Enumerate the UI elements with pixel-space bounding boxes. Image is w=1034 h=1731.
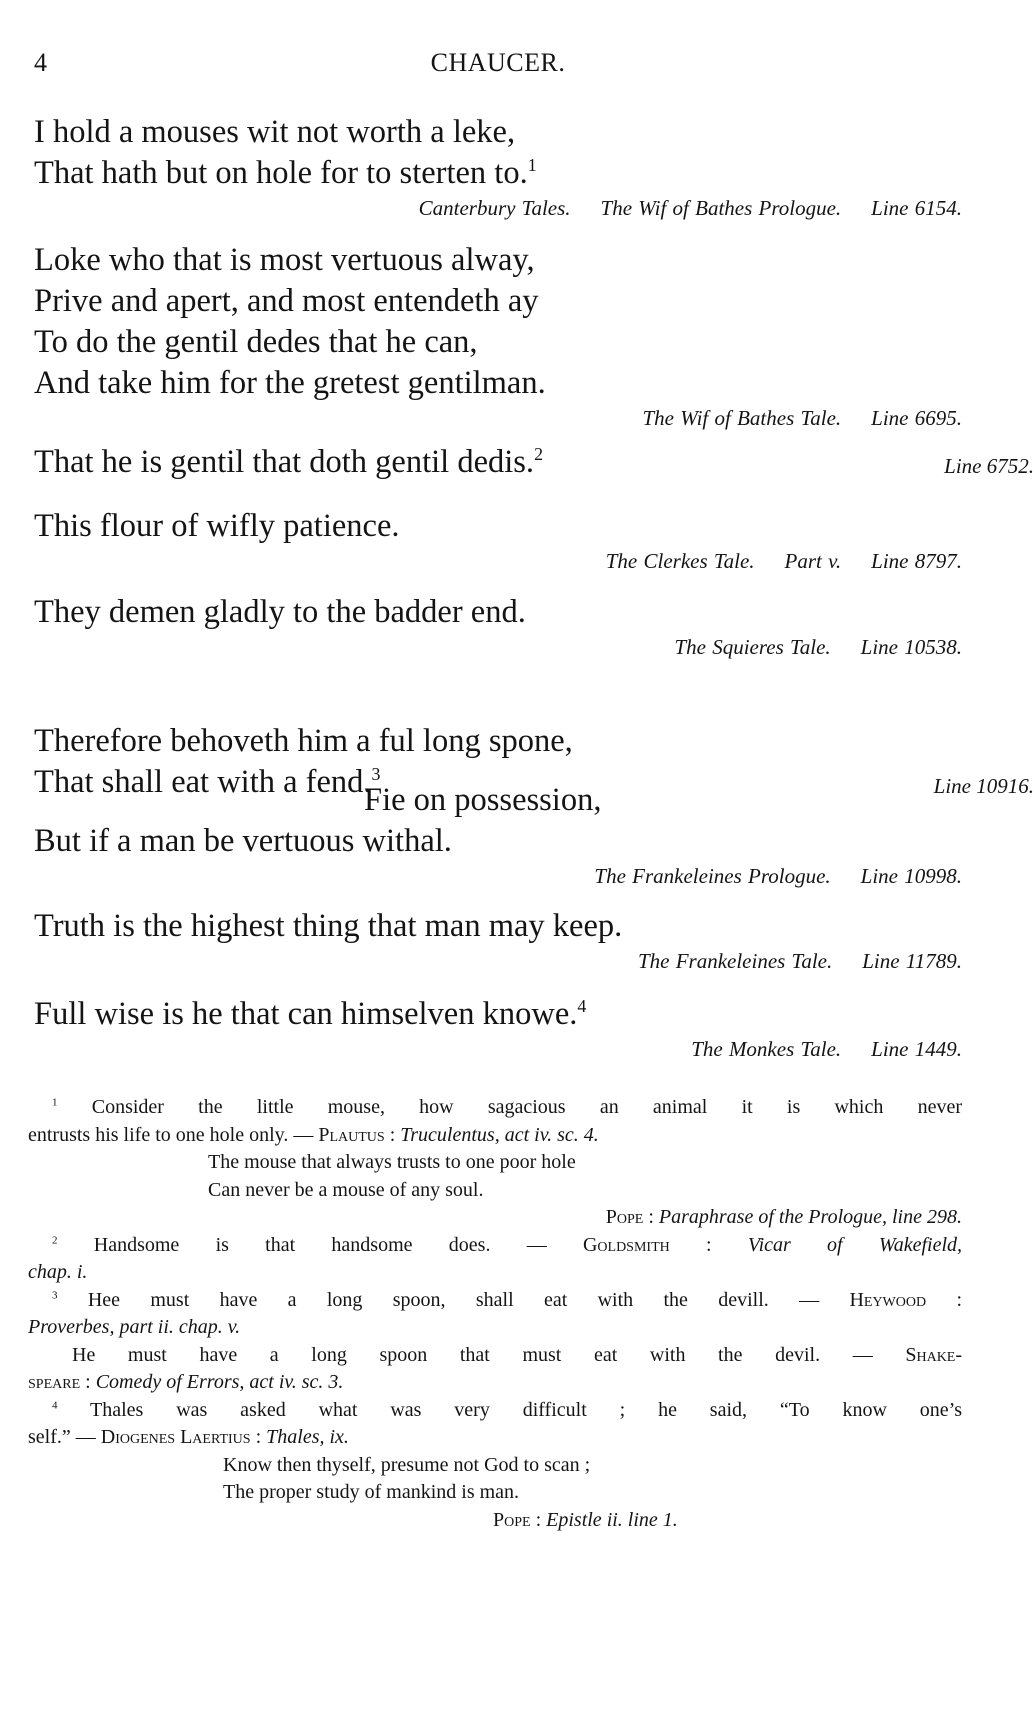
footnote-4: $^4$ Thales was asked what was very difficult ; he said, “To know one’s [52,1398,962,1421]
citation: Line 6752. [944,454,1034,478]
verse-line: But if a man be vertuous withal. [34,823,452,859]
footnote-3-line: speare : Comedy of Errors, act iv. sc. 3. [28,1371,344,1393]
verse-line: Fie on possession, [364,782,602,818]
quote-block [34,780,962,890]
footnote-3-line: Proverbes, part ii. chap. v. [28,1316,241,1338]
footnotes [28,1094,962,1534]
verse-line: Loke who that is most vertuous alway, [34,242,535,278]
citation: The Clerkes Tale. Part v. Line 8797. [605,549,962,573]
citation: Canterbury Tales. The Wif of Bathes Prologue. Line 6154. [418,196,962,220]
footnote-3: $^3$ Hee must have a long spoon, shall eat with the devill. — Heywood : [52,1288,962,1311]
quote-block [34,592,962,661]
citation: The Frankeleines Tale. Line 11789. [637,949,962,973]
verse [34,112,962,194]
footnote-attribution: Pope : Paraphrase of the Prologue, line 298. [605,1206,962,1228]
verse-line: This flour of wifly patience. [34,508,400,544]
page-number: 4 [34,48,47,77]
verse-line: To do the gentil dedes that he can, [34,324,478,360]
footnote-poem-line: Can never be a mouse of any soul. [208,1178,484,1201]
verse [34,240,962,404]
verse-line: I hold a mouses wit not worth a leke, [34,114,516,150]
quote-block [34,906,962,975]
quote-block [34,240,962,432]
verse-line: Truth is the highest thing that man may keep. [34,908,623,944]
footnote-2: $^2$ Handsome is that handsome does. — Goldsmith : Vicar of Wakefield, [52,1233,963,1256]
footnote-marker: 4 [577,996,587,1017]
footnote-marker: 1 [527,155,537,176]
verse [34,592,962,633]
quote-block [34,506,962,575]
verse-line: That hath but on hole for to sterten to.$^1$ [34,155,537,191]
verse-line: That he is gentil that doth gentil dedis.$^2$ [34,444,543,480]
quote-block [34,112,962,222]
verse [34,442,1034,483]
verse-line: They demen gladly to the badder end. [34,594,526,630]
verse-line: And take him for the gretest gentilman. [34,365,546,401]
running-title: CHAUCER. [430,48,566,77]
footnote-poem-line: Know then thyself, presume not God to scan ; [223,1453,591,1476]
quote-block [34,442,1034,483]
footnote-1-line: entrusts his life to one hole only. — Plautus : Truculentus, act iv. sc. 4. [28,1123,599,1146]
verse [34,780,962,862]
quote-block [34,994,962,1063]
citation: Line 10916. [933,774,1034,798]
verse-line: Full wise is he that can himselven knowe.$^4$ [34,996,587,1032]
citation: The Monkes Tale. Line 1449. [691,1037,962,1061]
footnote-1: $^1$ Consider the little mouse, how sagacious an animal it is which never [52,1096,962,1118]
citation: The Frankeleines Prologue. Line 10998. [594,864,962,888]
verse-line: Prive and apert, and most entendeth ay [34,283,539,319]
verse [34,506,962,547]
verse-line: That shall eat with a fend.$^3$ [34,764,381,800]
footnote-marker: 2 [534,444,543,465]
footnote-poem-line: The proper study of mankind is man. [223,1481,520,1503]
verse [34,906,962,947]
verse [34,994,962,1035]
citation: The Squieres Tale. Line 10538. [674,635,962,659]
footnote-marker: 3 [371,764,381,785]
citation: The Wif of Bathes Tale. Line 6695. [642,406,962,430]
footnote-4-line: self.” — Diogenes Laertius : Thales, ix. [28,1426,349,1448]
footnote-3-line: He must have a long spoon that must eat with the devil. — Shake- [72,1343,963,1366]
verse-line: Therefore behoveth him a ful long spone, [34,723,573,759]
page-header [34,48,962,88]
footnote-poem-line: The mouse that always trusts to one poor hole [208,1151,576,1173]
footnote-2-line: chap. i. [28,1261,88,1283]
footnote-attribution: Pope : Epistle ii. line 1. [493,1508,678,1531]
